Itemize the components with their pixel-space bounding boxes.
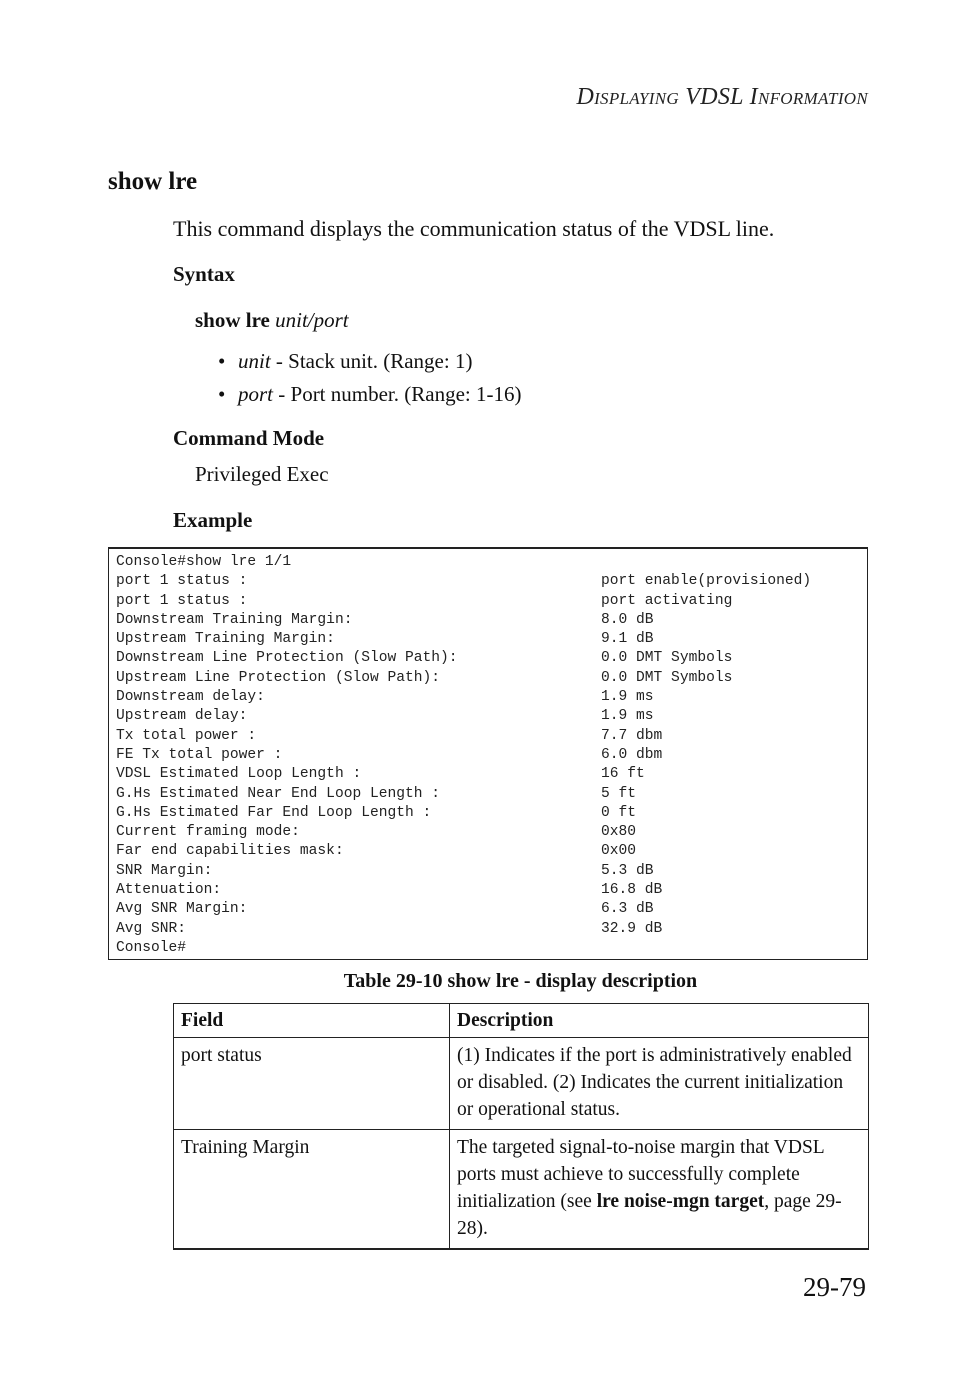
console-command-line: Console#show lre 1/1 [116,554,292,570]
command-mode-heading: Command Mode [173,426,325,450]
syntax-line [195,308,349,333]
console-row: Upstream delay: 1.9 ms [116,708,654,725]
console-row: port 1 status : port activating [116,592,733,609]
page-number: 29-79 [803,1272,866,1302]
console-row: VDSL Estimated Loop Length : 16 ft [116,766,645,783]
bullet-icon: • [218,349,226,373]
console-row: Downstream Training Margin: 8.0 dB [116,611,654,628]
console-row: Upstream Training Margin: 9.1 dB [116,631,654,648]
console-prompt-line: Console# [116,939,187,956]
param-desc: - Stack unit. (Range: 1) [270,349,473,373]
console-row: Current framing mode: 0x80 [116,824,637,841]
description-table [173,1003,869,1250]
bullet-icon: • [218,382,226,406]
description-cell: (1) Indicates if the port is administratively enabled or disabled. (2) Indicates the current initialization or operational status. [450,1038,869,1130]
console-row: G.Hs Estimated Far End Loop Length : 0 ft [116,804,637,821]
param-desc: - Port number. (Range: 1-16) [273,382,522,406]
syntax-command: show lre [195,308,270,332]
table-caption: Table 29-10 show lre - display description [343,970,698,992]
field-cell: Training Margin [174,1130,450,1250]
param-name: port [238,382,274,406]
param-item [218,382,521,407]
table-header-row [174,1004,869,1038]
column-header-field: Field [174,1004,450,1038]
console-row: Attenuation: 16.8 dB [116,882,663,899]
console-row: Far end capabilities mask: 0x00 [116,843,637,860]
section-title: show lre [108,168,198,195]
console-row: Upstream Line Protection (Slow Path): 0.0 DMT Symbols [116,669,733,686]
console-row: Tx total power : 7.7 dbm [116,727,663,744]
example-heading: Example [173,508,253,532]
console-row: SNR Margin: 5.3 dB [116,862,654,879]
column-header-description: Description [450,1004,869,1038]
description-text: The targeted signal-to-noise margin that VDSL ports must achieve to successfully complete initialization (see [457,1137,824,1212]
param-name: unit [238,349,271,373]
param-item [218,349,472,374]
cross-reference: lre noise-mgn target [596,1191,765,1212]
console-row: Downstream delay: 1.9 ms [116,689,654,706]
table-row [174,1038,869,1130]
running-header: Displaying VDSL Information [576,84,868,110]
command-mode-value: Privileged Exec [195,462,329,486]
description-cell [450,1130,869,1250]
description-text: , page 29-28). [457,1191,842,1239]
syntax-heading: Syntax [173,262,235,286]
console-row: FE Tx total power : 6.0 dbm [116,746,663,763]
console-row: Avg SNR: 32.9 dB [116,920,663,937]
table-row [174,1130,869,1250]
syntax-argument: unit/port [275,308,349,332]
console-row: G.Hs Estimated Near End Loop Length : 5 ft [116,785,637,802]
field-cell: port status [174,1038,450,1130]
console-row: Downstream Line Protection (Slow Path): 0.0 DMT Symbols [116,650,733,667]
command-description: This command displays the communication status of the VDSL line. [173,216,775,241]
console-row: port 1 status : port enable(provisioned) [116,573,812,590]
console-row: Avg SNR Margin: 6.3 dB [116,901,654,918]
console-output [108,547,868,960]
